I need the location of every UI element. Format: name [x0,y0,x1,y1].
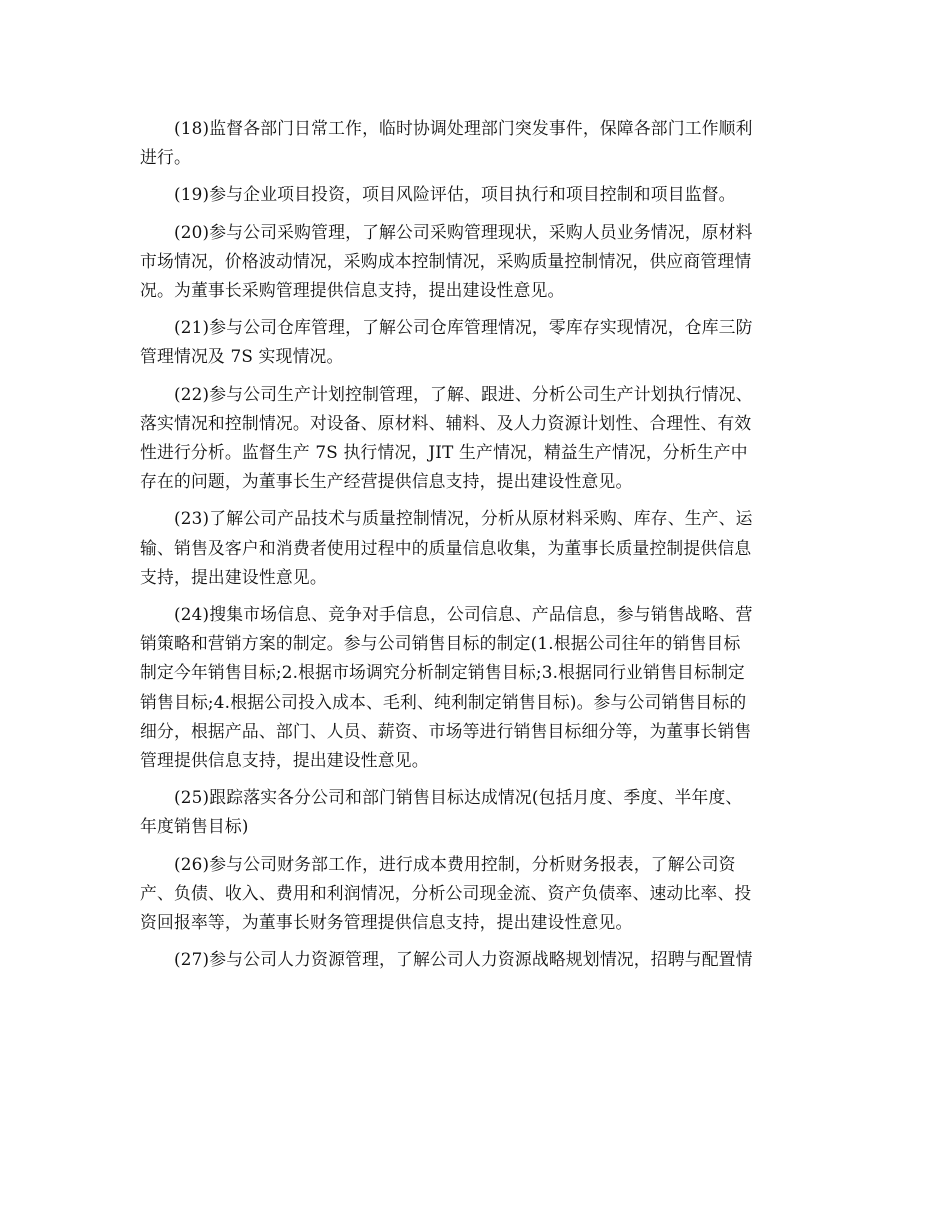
paragraph-line: 落实情况和控制情况。对设备、原材料、辅料、及人力资源计划性、合理性、有效 [140,412,752,433]
paragraph-line: 销策略和营销方案的制定。参与公司销售目标的制定(1.根据公司往年的销售目标 [140,633,741,654]
paragraph-line: (25)跟踪落实各分公司和部门销售目标达成情况(包括月度、季度、半年度、 [174,787,743,808]
paragraph-line: 销售目标;4.根据公司投入成本、毛利、纯利制定销售目标)。参与公司销售目标的 [140,691,747,712]
paragraph-line: (24)搜集市场信息、竞争对手信息，公司信息、产品信息，参与销售战略、营 [174,604,753,625]
paragraph-line: 资回报率等，为董事长财务管理提供信息支持，提出建设性意见。 [140,912,633,933]
paragraph-line: 管理情况及 7S 实现情况。 [140,346,344,367]
paragraph-line: (21)参与公司仓库管理，了解公司仓库管理情况，零库存实现情况，仓库三防 [174,317,753,338]
paragraph-line: (18)监督各部门日常工作，临时协调处理部门突发事件，保障各部门工作顺利 [174,118,753,138]
paragraph [140,504,812,592]
paragraph-line: 市场情况，价格波动情况，采购成本控制情况，采购质量控制情况，供应商管理情 [140,250,752,271]
paragraph-line: 产、负债、收入、费用和利润情况，分析公司现金流、资产负债率、速动比率、投 [140,882,752,903]
paragraph-line: 管理提供信息支持，提出建设性意见。 [140,750,429,771]
paragraph [140,850,812,938]
paragraph [140,945,812,974]
paragraph [140,600,812,775]
paragraph [140,783,812,841]
paragraph [140,313,812,371]
paragraph-line: 制定今年销售目标;2.根据市场调究分析制定销售目标;3.根据同行业销售目标制定 [140,662,745,683]
document-body [140,114,812,982]
paragraph-line: 细分，根据产品、部门、人员、薪资、市场等进行销售目标细分等，为董事长销售 [140,720,752,741]
paragraph-line: (20)参与公司采购管理，了解公司采购管理现状，采购人员业务情况，原材料 [174,221,753,242]
paragraph-line: 年度销售目标) [140,816,249,837]
paragraph [140,218,812,306]
paragraph-line: (22)参与公司生产计划控制管理，了解、跟进、分析公司生产计划执行情况、 [174,383,753,404]
paragraph-line: 支持，提出建设性意见。 [140,566,327,587]
paragraph-line: (26)参与公司财务部工作，进行成本费用控制，分析财务报表，了解公司资 [174,853,736,874]
paragraph [140,380,812,497]
paragraph [140,114,812,172]
paragraph-line: 性进行分析。监督生产 7S 执行情况，JIT 生产情况，精益生产情况，分析生产中 [140,442,748,463]
paragraph-line: 存在的问题，为董事长生产经营提供信息支持，提出建设性意见。 [140,471,633,492]
paragraph-line: 况。为董事长采购管理提供信息支持，提出建设性意见。 [140,280,565,301]
paragraph-line: (27)参与公司人力资源管理，了解公司人力资源战略规划情况，招聘与配置情 [174,949,753,970]
paragraph-line: (19)参与企业项目投资，项目风险评估，项目执行和项目控制和项目监督。 [174,184,736,205]
paragraph-line: (23)了解公司产品技术与质量控制情况，分析从原材料采购、库存、生产、运 [174,508,753,529]
paragraph-line: 输、销售及客户和消费者使用过程中的质量信息收集，为董事长质量控制提供信息 [140,537,752,558]
paragraph [140,180,812,209]
paragraph-line: 进行。 [140,147,191,168]
